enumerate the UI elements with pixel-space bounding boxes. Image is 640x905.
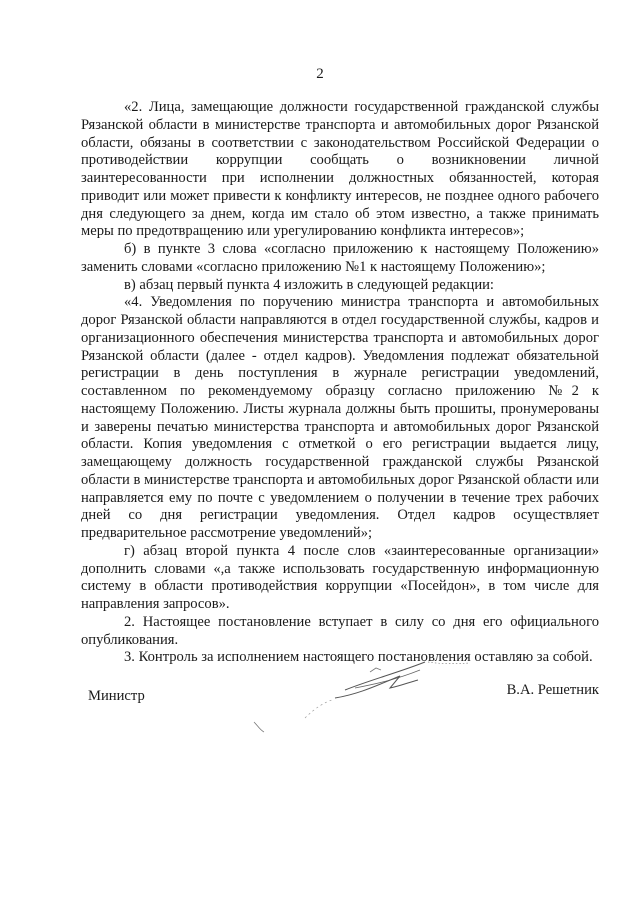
paragraph-control: 3. Контроль за исполнением настоящего постановления оставляю за собой. (124, 649, 593, 666)
page-number: 2 (316, 66, 324, 82)
signatory-position: Министр (88, 688, 145, 704)
paragraph-effective-date: 2. Настоящее постановление вступает в силу со дня его официального опубликования. (81, 613, 599, 648)
paragraph-item-b: б) в пункте 3 слова «согласно приложению к настоящему Положению» заменить словами «согласно приложению №1 к настоящему Положению»; (81, 241, 599, 275)
paragraph-clause-2: «2. Лица, замещающие должности государственной гражданской службы Рязанской области в министерстве транспорта и автомобильных дорог Рязанской области, обязаны в соответствии с законодательством Российской Федерации о противодействии коррупции сообщать о возникновении личной заинтересованности при исполнении должностных обязанностей, которая приводит или может привести к конфликту интересов, не позднее одного рабочего дня следующего за днем, когда им стало об этом известно, а также принимать меры по предотвращению или урегулированию конфликта интересов»; (81, 99, 599, 240)
handwritten-signature (250, 650, 480, 740)
signatory-name: В.А. Решетник (506, 682, 599, 698)
paragraph-item-g: г) абзац второй пункта 4 после слов «заинтересованные организации» дополнить словами «,а также использовать государственную информационную систему в области противодействия коррупции «Посейдон», в том числе для направления запросов». (81, 542, 599, 612)
paragraph-clause-4: «4. Уведомления по поручению министра транспорта и автомобильных дорог Рязанской области направляются в отдел государственной службы, кадров и организационного обеспечения министерства транспорта и автомобильных дорог Рязанской области (далее - отдел кадров). Уведомления подлежат обязательной регистрации в день поступления в журнале регистрации уведомлений, составленном по рекомендуемому образцу согласно приложению №2 к настоящему Положению. Листы журнала должны быть прошиты, пронумерованы и заверены печатью министерства транспорта и автомобильных дорог Рязанской области. Копия уведомления с отметкой о его регистрации выдается лицу, замещающему должность государственной гражданской службы Рязанской области в министерстве транспорта и автомобильных дорог Рязанской области или направляется ему по почте с уведомлением о получении в течение трех рабочих дней со дня регистрации уведомления. Отдел кадров осуществляет предварительное рассмотрение уведомлений»; (81, 294, 599, 541)
paragraph-item-v: в) абзац первый пункта 4 изложить в следующей редакции: (124, 276, 494, 293)
document-body (81, 99, 599, 667)
